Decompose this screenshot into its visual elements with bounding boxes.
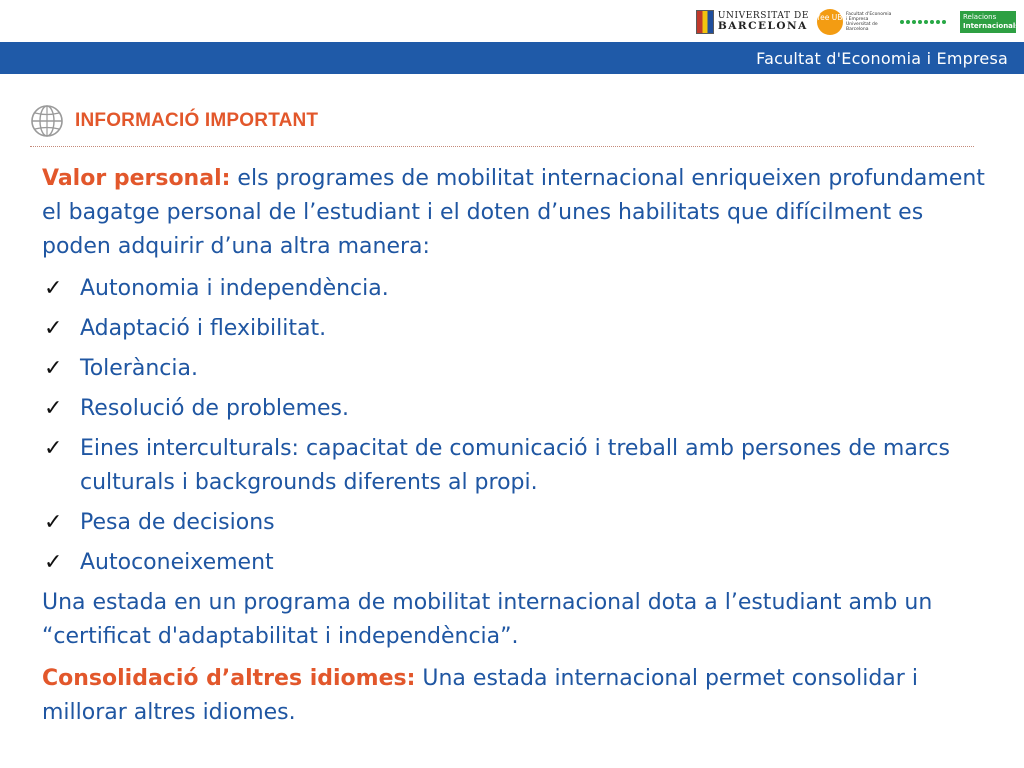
list-item [42,546,992,580]
globe-icon [30,104,64,138]
languages-text: Una estada internacional permet consolidar i millorar altres idiomes. [42,666,918,725]
ri-logo-line1: Relacions [963,13,997,21]
intro-paragraph [42,162,992,264]
list-item-text: Pesa de decisions [80,510,275,535]
list-item [42,506,992,540]
list-item [42,392,992,426]
header-logos [696,6,1020,38]
skills-checklist [42,272,992,580]
intro-text: els programes de mobilitat internacional enriqueixen profundament el bagatge personal de l’estudiant i el doten d’unes habilitats que difícilment es poden adquirir d’una altra manera: [42,166,985,259]
faculty-logo-badge: fee UB [817,9,843,35]
list-item [42,312,992,346]
languages-paragraph [42,662,992,730]
checkmark-icon: ✓ [44,276,63,301]
list-item-text: Autonomia i independència. [80,276,389,301]
faculty-logo-caption: Facultat d'Economia i Empresa Universitat de Barcelona [846,12,892,32]
checkmark-icon: ✓ [44,510,63,535]
languages-label: Consolidació d’altres idiomes: [42,666,416,691]
dots-logo-mark [900,20,952,24]
faculty-title: Facultat d'Economia i Empresa [756,49,1008,68]
checkmark-icon: ✓ [44,396,63,421]
university-shield-icon [696,10,714,34]
section-header [30,104,318,138]
header-band [0,42,1024,74]
university-logo-line2: BARCELONA [717,20,808,33]
checkmark-icon: ✓ [44,316,63,341]
list-item-text: Autoconeixement [80,550,274,575]
intro-label: Valor personal: [42,166,231,191]
list-item [42,272,992,306]
checkmark-icon: ✓ [44,436,63,461]
list-item-text: Eines interculturals: capacitat de comunicació i treball amb persones de marcs culturals i backgrounds diferents al propi. [80,436,950,495]
checkmark-icon: ✓ [44,356,63,381]
section-divider [30,146,974,147]
university-logo [696,10,809,34]
faculty-logo [817,9,892,35]
university-logo-line1: UNIVERSITAT DE [717,11,809,22]
list-item-text: Adaptació i flexibilitat. [80,316,327,341]
checkmark-icon: ✓ [44,550,63,575]
list-item [42,432,992,500]
dots-logo [900,20,952,24]
list-item-text: Resolució de problemes. [80,396,349,421]
ri-logo-line2: Internacionals [963,22,1020,30]
stay-paragraph: Una estada en un programa de mobilitat internacional dota a l’estudiant amb un “certificat d'adaptabilitat i independència”. [42,590,933,649]
section-title: INFORMACIÓ IMPORTANT [75,110,319,131]
list-item-text: Tolerància. [80,356,198,381]
list-item [42,352,992,386]
international-relations-logo [960,11,1020,33]
main-content [42,162,992,730]
